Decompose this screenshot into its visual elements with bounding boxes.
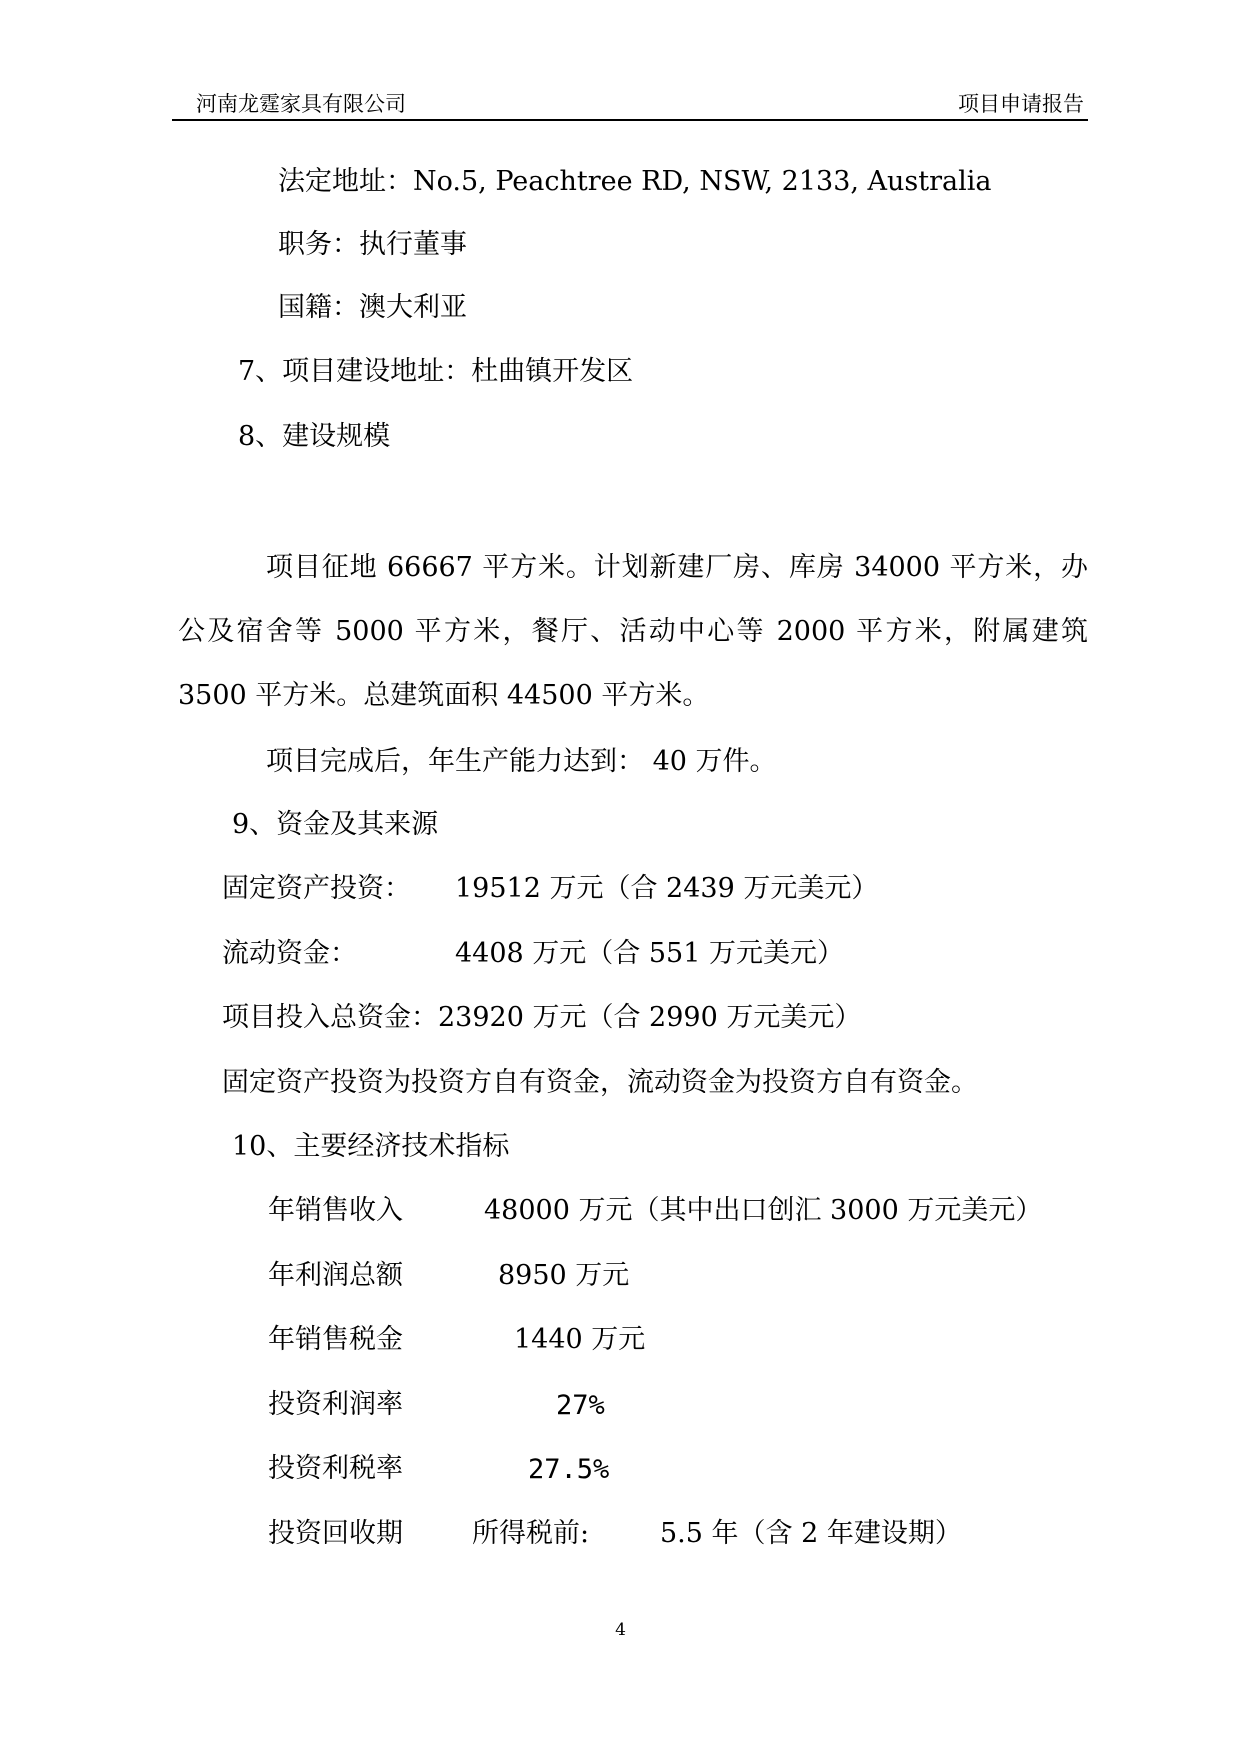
scale-paragraph: 项目征地 66667 平方米。计划新建厂房、库房 34000 平方米，办公及宿舍等 5000 平方米，餐厅、活动中心等 2000 平方米，附属建筑 3500 平方米。总建筑面积 44500 平方米。: [178, 552, 1088, 711]
fund-source: 固定资产投资为投资方自有资金，流动资金为投资方自有资金。: [222, 1067, 978, 1098]
indicator-sub-payback: 所得税前:: [472, 1518, 590, 1549]
legal-nationality: 国籍：澳大利亚: [278, 292, 467, 323]
legal-position: 职务：执行董事: [278, 229, 467, 260]
indicator-value-payback: 5.5 年（含 2 年建设期）: [660, 1518, 962, 1549]
item8-heading: 8、建设规模: [238, 421, 391, 452]
indicator-value-profit-rate: 27%: [556, 1390, 605, 1421]
item10-heading: 10、主要经济技术指标: [232, 1131, 510, 1162]
capacity-line: 项目完成后，年生产能力达到： 40 万件。: [266, 746, 777, 777]
indicator-label-payback: 投资回收期: [268, 1518, 403, 1549]
fund-label-working: 流动资金：: [222, 938, 357, 969]
item7-site-address: 7、项目建设地址：杜曲镇开发区: [238, 356, 634, 387]
header-rule: [172, 119, 1088, 121]
indicator-label-profit: 年利润总额: [268, 1260, 403, 1291]
header-doc-title: 项目申请报告: [958, 92, 1084, 116]
indicator-label-tax: 年销售税金: [268, 1324, 403, 1355]
fund-value-working: 4408 万元（合 551 万元美元）: [455, 938, 844, 969]
indicator-value-revenue: 48000 万元（其中出口创汇 3000 万元美元）: [484, 1195, 1043, 1226]
legal-address: 法定地址：No.5, Peachtree RD, NSW, 2133, Australia: [278, 166, 992, 197]
fund-value-fixed: 19512 万元（合 2439 万元美元）: [455, 873, 879, 904]
indicator-label-profit-rate: 投资利润率: [268, 1389, 403, 1420]
fund-value-total: 23920 万元（合 2990 万元美元）: [438, 1002, 862, 1033]
indicator-label-tax-rate: 投资利税率: [268, 1453, 403, 1484]
page-number: 4: [615, 1620, 626, 1640]
fund-label-total: 项目投入总资金：: [222, 1002, 438, 1033]
indicator-label-revenue: 年销售收入: [268, 1195, 403, 1226]
item9-heading: 9、资金及其来源: [232, 809, 439, 840]
header-company: 河南龙霆家具有限公司: [196, 92, 406, 116]
fund-label-fixed: 固定资产投资：: [222, 873, 411, 904]
indicator-value-profit: 8950 万元: [498, 1260, 630, 1291]
indicator-value-tax: 1440 万元: [514, 1324, 646, 1355]
indicator-value-tax-rate: 27.5%: [528, 1454, 610, 1485]
